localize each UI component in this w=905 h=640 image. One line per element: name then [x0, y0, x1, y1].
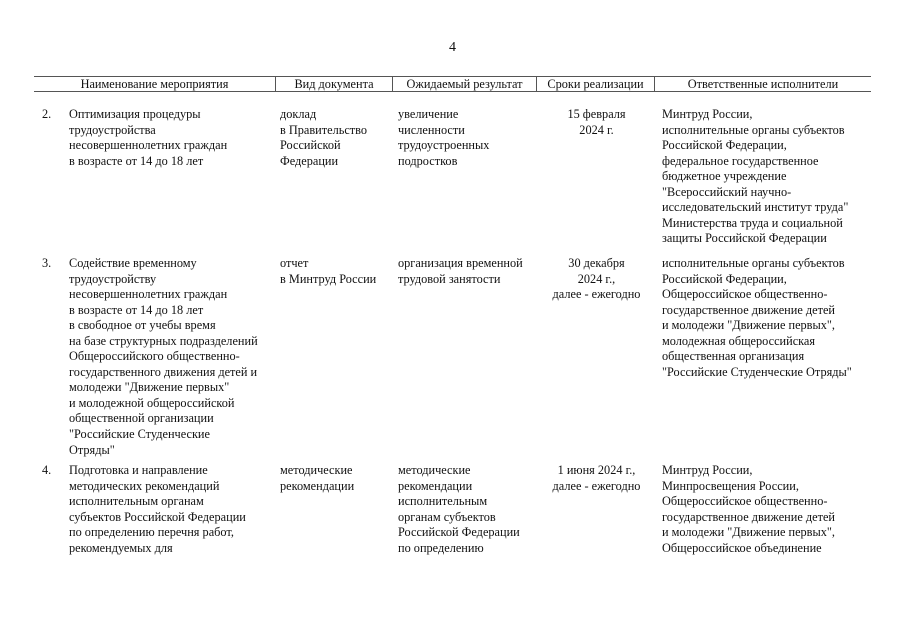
text-line: и молодежи "Движение первых",	[662, 318, 835, 333]
text-line: Общероссийское общественно-	[662, 287, 828, 302]
text-line: увеличение	[398, 107, 459, 121]
row-doc-type	[280, 463, 354, 494]
row-name	[69, 107, 227, 169]
text-line: Общероссийское объединение	[662, 540, 822, 555]
text-line: бюджетное учреждение	[662, 169, 787, 184]
row-responsible	[662, 256, 852, 380]
row-result	[398, 463, 520, 556]
text-line: Оптимизация процедуры	[69, 107, 201, 121]
text-line: "Российские Студенческие Отряды"	[662, 364, 852, 379]
text-line: Российской Федерации	[398, 525, 520, 540]
text-line: отчет	[280, 256, 309, 270]
text-line: доклад	[280, 107, 317, 121]
row-term	[538, 256, 655, 303]
text-line: Российской Федерации,	[662, 271, 787, 286]
text-line: рекомендации	[280, 478, 355, 493]
text-line: рекомендуемых для	[69, 540, 173, 555]
text-line: далее - ежегодно	[552, 287, 641, 302]
text-line: трудоустройства	[69, 122, 156, 137]
text-line: далее - ежегодно	[552, 478, 641, 493]
row-doc-type	[280, 107, 367, 169]
row-responsible	[662, 107, 848, 247]
text-line: исполнительным органам	[69, 494, 204, 509]
text-line: рекомендации	[398, 478, 473, 493]
text-line: в Правительство	[280, 122, 368, 137]
text-line: молодежная общероссийская	[662, 333, 816, 348]
text-line: исполнительные органы субъектов	[662, 122, 845, 137]
text-line: и молодежи "Движение первых",	[662, 525, 835, 540]
header-responsible: Ответственные исполнители	[687, 77, 839, 91]
text-line: несовершеннолетних граждан	[69, 287, 228, 302]
text-line: "Всероссийский научно-	[662, 184, 792, 199]
text-line: Федерации	[280, 153, 339, 168]
text-line: субъектов Российской Федерации	[69, 509, 246, 524]
text-line: численности	[398, 122, 465, 137]
row-number: 3.	[42, 256, 52, 270]
text-line: государственного движения детей и	[69, 364, 258, 379]
text-line: Подготовка и направление	[69, 463, 208, 477]
header-result: Ожидаемый результат	[406, 77, 523, 91]
text-line: Министерства труда и социальной	[662, 215, 843, 230]
text-line: несовершеннолетних граждан	[69, 138, 228, 153]
text-line: в Минтруд России	[280, 271, 377, 286]
row-term	[538, 463, 655, 494]
text-line: 30 декабря	[568, 256, 625, 270]
text-line: подростков	[398, 153, 458, 168]
row-doc-type	[280, 256, 376, 287]
text-line: Содействие временному	[69, 256, 197, 270]
text-line: защиты Российской Федерации	[662, 231, 827, 246]
text-line: методические	[398, 463, 471, 477]
text-line: Минтруд России,	[662, 107, 753, 121]
text-line: 2024 г.	[579, 122, 614, 137]
row-term	[538, 107, 655, 138]
text-line: Общероссийское общественно-	[662, 494, 828, 509]
text-line: Минпросвещения России,	[662, 478, 799, 493]
text-line: в возрасте от 14 до 18 лет	[69, 302, 204, 317]
text-line: государственное движение детей	[662, 302, 835, 317]
text-line: методических рекомендаций	[69, 478, 220, 493]
page-number: 4	[449, 40, 456, 55]
text-line: 2024 г.,	[577, 271, 616, 286]
text-line: по определению	[398, 540, 484, 555]
text-line: трудоустроенных	[398, 138, 490, 153]
text-line: организация временной	[398, 256, 523, 270]
row-name	[69, 256, 258, 458]
row-result	[398, 256, 523, 287]
text-line: Общероссийского общественно-	[69, 349, 240, 364]
text-line: на базе структурных подразделений	[69, 333, 258, 348]
text-line: федеральное государственное	[662, 153, 819, 168]
row-responsible	[662, 463, 835, 556]
text-line: трудоустройству	[69, 271, 157, 286]
text-line: Российской	[280, 138, 341, 153]
text-line: исполнительные органы субъектов	[662, 256, 845, 270]
text-line: по определению перечня работ,	[69, 525, 234, 540]
text-line: общественной организации	[69, 411, 214, 426]
text-line: Минтруд России,	[662, 463, 753, 477]
header-doc-type: Вид документа	[294, 77, 374, 91]
text-line: в возрасте от 14 до 18 лет	[69, 153, 204, 168]
header-name: Наименование мероприятия	[80, 77, 229, 91]
text-line: трудовой занятости	[398, 271, 501, 286]
text-line: 15 февраля	[567, 107, 626, 121]
row-number: 4.	[42, 463, 52, 477]
text-line: молодежи "Движение первых"	[69, 380, 230, 395]
text-line: в свободное от учебы время	[69, 318, 216, 333]
text-line: общественная организация	[662, 349, 805, 364]
text-line: и молодежной общероссийской	[69, 395, 235, 410]
text-line: органам субъектов	[398, 509, 496, 524]
header-term: Сроки реализации	[547, 77, 644, 91]
text-line: методические	[280, 463, 353, 477]
text-line: государственное движение детей	[662, 509, 835, 524]
text-line: 1 июня 2024 г.,	[557, 463, 636, 477]
row-name	[69, 463, 246, 556]
row-number: 2.	[42, 107, 52, 121]
text-line: Отряды"	[69, 442, 115, 457]
row-result	[398, 107, 489, 169]
text-line: исследовательский институт труда"	[662, 200, 849, 215]
text-line: "Российские Студенческие	[69, 427, 210, 442]
text-line: исполнительным	[398, 494, 488, 509]
text-line: Российской Федерации,	[662, 138, 787, 153]
